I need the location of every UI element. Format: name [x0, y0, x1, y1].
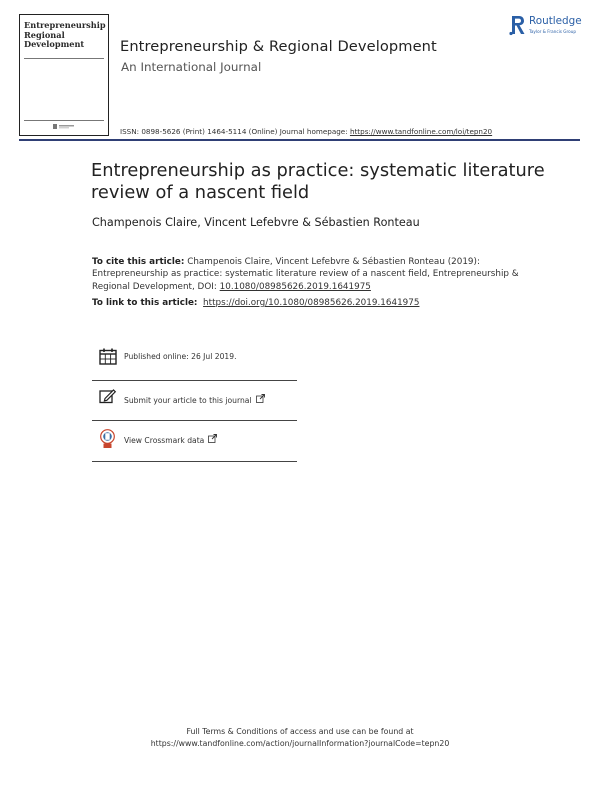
cite-text: Champenois Claire, Vincent Lefebvre & Sébastien Ronteau (2019): Entrepreneurship as practice: systematic literature review of a nascent field, Entrepreneurship & Regional Development, DOI:	[92, 257, 519, 292]
link-label: To link to this article:	[92, 298, 198, 308]
published-row	[99, 348, 297, 366]
journal-cover-thumbnail	[19, 14, 109, 136]
external-link-icon	[208, 434, 217, 443]
footer-terms-text: Full Terms & Conditions of access and use can be found at	[186, 727, 414, 736]
cover-publisher-logo	[53, 123, 75, 130]
info-divider	[92, 420, 297, 421]
submit-row[interactable]	[99, 388, 297, 406]
cite-label: To cite this article:	[92, 257, 185, 267]
footer-terms-link[interactable]: https://www.tandfonline.com/action/journalInformation?journalCode=tepn20	[150, 739, 450, 748]
external-link-icon	[256, 394, 265, 403]
info-divider	[92, 461, 297, 462]
footer	[0, 726, 600, 750]
journal-homepage-link[interactable]: https://www.tandfonline.com/loi/tepn20	[349, 127, 493, 136]
header-divider	[19, 139, 580, 141]
crossmark-link[interactable]	[124, 434, 217, 445]
routledge-r-icon	[509, 14, 527, 36]
issn-text: ISSN: 0898-5626 (Print) 1464-5114 (Online) Journal homepage:	[120, 127, 350, 136]
cover-rule-bottom	[24, 120, 104, 121]
publisher-tagline: Taylor & Francis Group	[529, 29, 577, 34]
article-link-block	[92, 297, 419, 309]
issn-line	[120, 127, 492, 136]
crossmark-row[interactable]	[99, 428, 297, 450]
cover-rule	[24, 58, 104, 59]
cover-title-line2: Regional Development	[24, 29, 85, 49]
citation-block	[92, 256, 522, 293]
journal-title: Entrepreneurship & Regional Development	[120, 38, 437, 55]
publisher-logo	[508, 14, 588, 42]
calendar-icon	[99, 348, 117, 365]
edit-icon	[99, 388, 117, 404]
crossmark-label: View Crossmark data	[124, 436, 205, 445]
article-authors: Champenois Claire, Vincent Lefebvre & Sébastien Ronteau	[92, 216, 420, 229]
journal-subtitle: An International Journal	[121, 60, 262, 74]
article-doi-url[interactable]: https://doi.org/10.1080/08985626.2019.1641975	[203, 298, 420, 308]
doi-link[interactable]: 10.1080/08985626.2019.1641975	[219, 281, 371, 292]
info-divider	[92, 380, 297, 381]
crossmark-icon	[100, 429, 115, 449]
cover-title	[24, 21, 104, 50]
submit-article-label: Submit your article to this journal	[124, 396, 252, 405]
publisher-name: Routledge	[529, 15, 582, 27]
article-title: Entrepreneurship as practice: systematic literature review of a nascent field	[91, 160, 545, 203]
cover-title-line1: Entrepreneurship	[24, 20, 106, 30]
published-date: Published online: 26 Jul 2019.	[124, 352, 237, 361]
submit-article-link[interactable]	[124, 394, 265, 405]
